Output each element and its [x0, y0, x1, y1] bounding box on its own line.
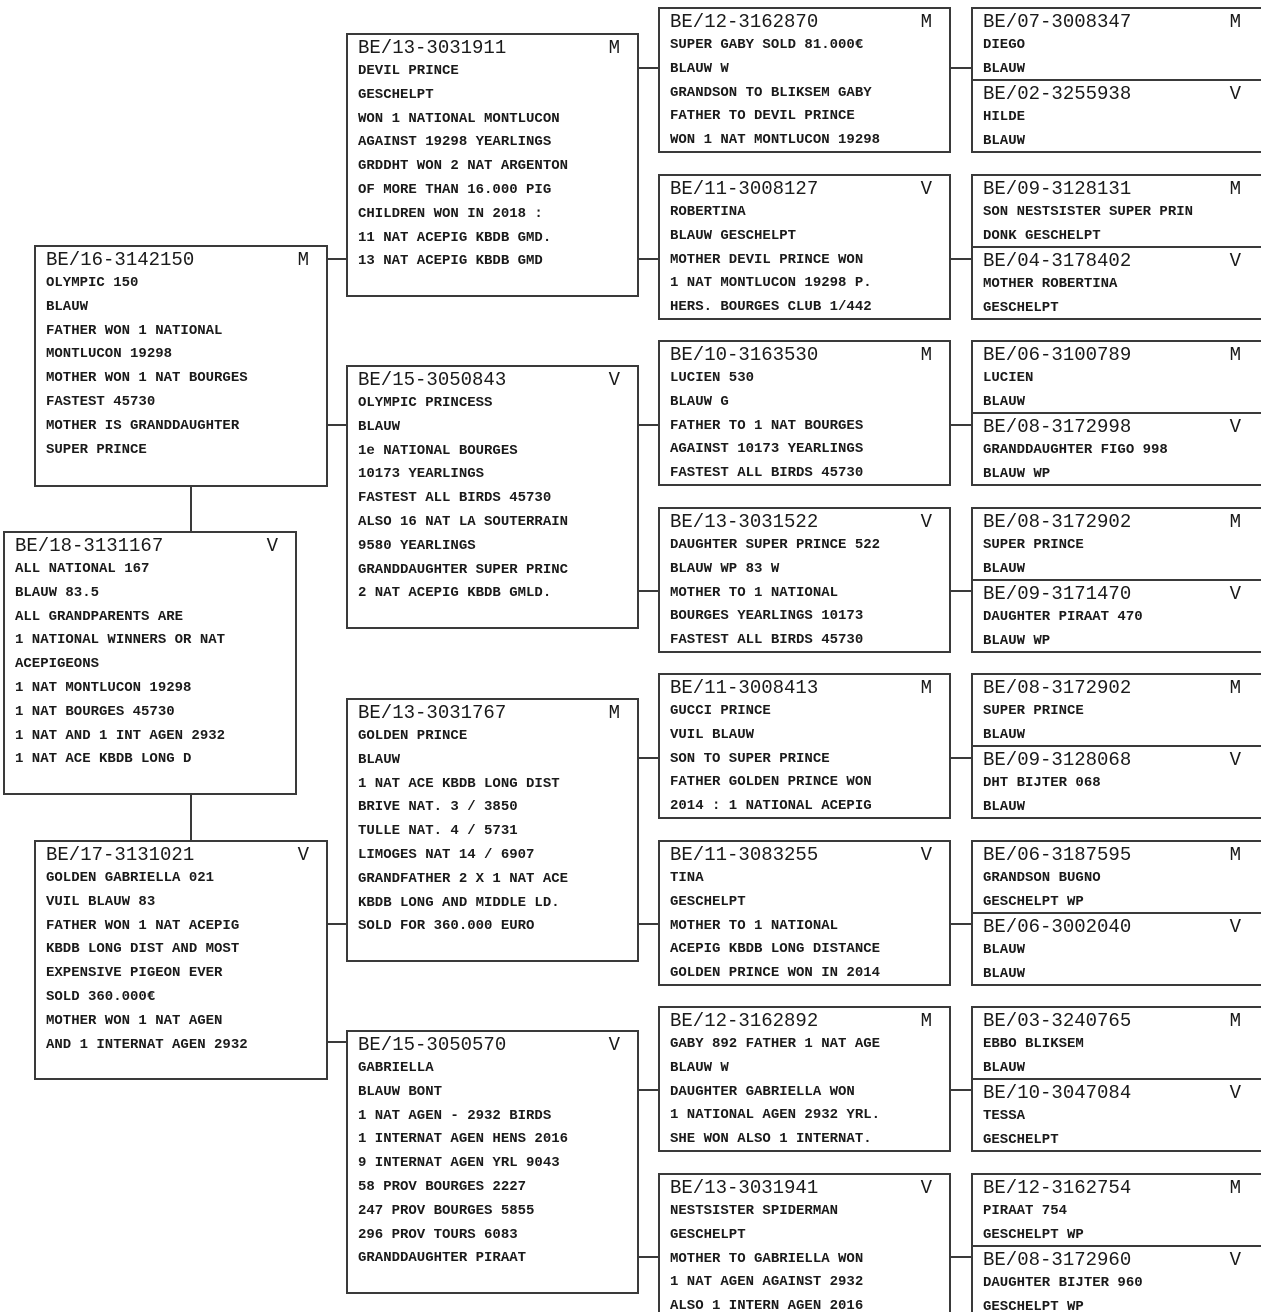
sex-mark: V — [1229, 749, 1241, 771]
info-line: MOTHER IS GRANDDAUGHTER — [46, 417, 240, 434]
info-line: ALSO 1 INTERN AGEN 2016 — [670, 1298, 864, 1312]
ring-number: BE/15-3050843 — [358, 369, 507, 391]
info-line: GESCHELPT WP — [983, 1226, 1084, 1243]
connector-gen2-gen3 — [637, 757, 659, 759]
sex-mark: V — [920, 178, 932, 200]
ring-number: BE/17-3131021 — [46, 844, 195, 866]
sex-mark: V — [920, 844, 932, 866]
sex-mark: M — [920, 344, 932, 366]
ring-number: BE/08-3172902 — [983, 677, 1132, 699]
ring-number: BE/13-3031522 — [670, 511, 819, 533]
info-line: GESCHELPT WP — [983, 893, 1084, 910]
info-line: SHE WON ALSO 1 INTERNAT. — [670, 1131, 872, 1148]
info-line: BLAUW WP — [983, 632, 1051, 649]
info-line: BLAUW W — [670, 1059, 729, 1076]
ring-number: BE/18-3131167 — [15, 535, 164, 557]
ring-number: BE/09-3128068 — [983, 749, 1132, 771]
ring-number: BE/13-3031941 — [670, 1177, 819, 1199]
ring-number: BE/09-3128131 — [983, 178, 1132, 200]
info-line: FATHER TO DEVIL PRINCE — [670, 108, 855, 125]
info-line: BLAUW 83.5 — [15, 584, 100, 601]
father-card — [34, 245, 328, 487]
ancestor-card — [971, 1078, 1261, 1152]
great-grandparent-card — [658, 1173, 951, 1312]
info-line: PIRAAT 754 — [983, 1203, 1068, 1219]
ring-number: BE/02-3255938 — [983, 83, 1132, 105]
info-line: FASTEST ALL BIRDS 45730 — [358, 490, 552, 507]
info-line: BLAUW G — [670, 393, 729, 410]
connector-mother-gen2 — [326, 1041, 348, 1043]
info-line: AND 1 INTERNAT AGEN 2932 — [46, 1036, 248, 1053]
info-line: LUCIEN 530 — [670, 370, 755, 386]
info-line: 1 NAT ACE KBDB LONG DIST — [358, 775, 560, 792]
sex-mark: M — [1229, 511, 1241, 533]
info-line: 9580 YEARLINGS — [358, 537, 476, 554]
ring-number: BE/12-3162892 — [670, 1010, 819, 1032]
info-line: DEVIL PRINCE — [358, 63, 459, 79]
sex-mark: M — [608, 702, 620, 724]
sex-mark: V — [608, 1034, 620, 1056]
grandparent-card — [346, 33, 639, 297]
info-line: DHT BIJTER 068 — [983, 775, 1101, 791]
ancestor-card — [971, 7, 1261, 81]
great-grandparent-card — [658, 174, 951, 320]
info-line: 1e NATIONAL BOURGES — [358, 442, 518, 459]
info-line: SUPER PRINCE — [983, 703, 1084, 719]
ring-number: BE/09-3171470 — [983, 583, 1132, 605]
info-line: KBDB LONG AND MIDDLE LD. — [358, 894, 560, 911]
connector-gen2-gen3 — [637, 1256, 659, 1258]
info-line: GOLDEN PRINCE — [358, 728, 468, 744]
info-line: ALL NATIONAL 167 — [15, 561, 150, 577]
info-line: BLAUW — [46, 298, 89, 315]
info-line: BLAUW — [983, 560, 1026, 577]
connector-gen2-gen3 — [637, 258, 659, 260]
ring-number: BE/08-3172998 — [983, 416, 1132, 438]
ancestor-card — [971, 579, 1261, 653]
info-line: ALSO 16 NAT LA SOUTERRAIN — [358, 513, 569, 530]
info-line: GOLDEN PRINCE WON IN 2014 — [670, 965, 881, 982]
info-line: 13 NAT ACEPIG KBDB GMD — [358, 253, 543, 270]
info-line: TULLE NAT. 4 / 5731 — [358, 823, 518, 840]
sex-mark: M — [1229, 11, 1241, 33]
ring-number: BE/13-3031767 — [358, 702, 507, 724]
ring-number: BE/03-3240765 — [983, 1010, 1132, 1032]
subject-card — [3, 531, 297, 795]
connector-gen3-gen4 — [950, 590, 972, 592]
sex-mark: M — [297, 249, 309, 271]
info-line: BLAUW — [983, 798, 1026, 815]
info-line: BLAUW — [983, 726, 1026, 743]
info-line: 1 NAT AND 1 INT AGEN 2932 — [15, 727, 226, 744]
info-line: 1 NAT ACE KBDB LONG D — [15, 751, 192, 768]
info-line: BLAUW W — [670, 60, 729, 77]
info-line: 1 NATIONAL AGEN 2932 YRL. — [670, 1107, 881, 1124]
ring-number: BE/06-3187595 — [983, 844, 1132, 866]
sex-mark: V — [1229, 1082, 1241, 1104]
info-line: GESCHELPT WP — [983, 1298, 1084, 1312]
sex-mark: M — [1229, 844, 1241, 866]
ring-number: BE/06-3002040 — [983, 916, 1132, 938]
info-line: GRANDFATHER 2 X 1 NAT ACE — [358, 870, 569, 887]
ring-number: BE/11-3008413 — [670, 677, 819, 699]
info-line: TESSA — [983, 1108, 1026, 1124]
connector-gen2-gen3 — [637, 1089, 659, 1091]
connector-subject-father — [190, 485, 192, 533]
ancestor-card — [971, 507, 1261, 581]
ancestor-card — [971, 673, 1261, 747]
info-line: 296 PROV TOURS 6083 — [358, 1226, 518, 1243]
info-line: 1 NAT MONTLUCON 19298 — [15, 679, 192, 696]
info-line: 2 NAT ACEPIG KBDB GMLD. — [358, 585, 552, 602]
great-grandparent-card — [658, 673, 951, 819]
sex-mark: M — [1229, 1177, 1241, 1199]
info-line: GABY 892 FATHER 1 NAT AGE — [670, 1036, 881, 1052]
info-line: WON 1 NAT MONTLUCON 19298 — [670, 132, 881, 149]
connector-gen3-gen4 — [950, 1089, 972, 1091]
connector-mother-gen2 — [326, 923, 348, 925]
info-line: GESCHELPT — [983, 1131, 1059, 1148]
info-line: KBDB LONG DIST AND MOST — [46, 941, 240, 958]
info-line: GUCCI PRINCE — [670, 703, 771, 719]
ancestor-card — [971, 246, 1261, 320]
info-line: NESTSISTER SPIDERMAN — [670, 1203, 839, 1219]
info-line: OLYMPIC PRINCESS — [358, 395, 493, 411]
info-line: DAUGHTER SUPER PRINCE 522 — [670, 537, 881, 553]
info-line: GRDDHT WON 2 NAT ARGENTON — [358, 158, 569, 175]
ancestor-card — [971, 79, 1261, 153]
info-line: AGAINST 19298 YEARLINGS — [358, 134, 552, 151]
info-line: MOTHER ROBERTINA — [983, 276, 1118, 292]
ancestor-card — [971, 1006, 1261, 1080]
ring-number: BE/10-3163530 — [670, 344, 819, 366]
info-line: 9 INTERNAT AGEN YRL 9043 — [358, 1155, 560, 1172]
ring-number: BE/10-3047084 — [983, 1082, 1132, 1104]
info-line: BLAUW — [358, 751, 401, 768]
great-grandparent-card — [658, 340, 951, 486]
ring-number: BE/08-3172960 — [983, 1249, 1132, 1271]
sex-mark: V — [1229, 916, 1241, 938]
info-line: FATHER WON 1 NATIONAL — [46, 322, 223, 339]
info-line: GESCHELPT — [670, 893, 746, 910]
sex-mark: V — [1229, 583, 1241, 605]
ring-number: BE/08-3172902 — [983, 511, 1132, 533]
info-line: FASTEST 45730 — [46, 393, 156, 410]
info-line: BLAUW — [983, 393, 1026, 410]
ring-number: BE/04-3178402 — [983, 250, 1132, 272]
sex-mark: M — [920, 1010, 932, 1032]
info-line: GOLDEN GABRIELLA 021 — [46, 870, 215, 886]
info-line: GRANDDAUGHTER FIGO 998 — [983, 442, 1168, 458]
info-line: 1 NAT MONTLUCON 19298 P. — [670, 275, 872, 292]
info-line: BLAUW GESCHELPT — [670, 227, 797, 244]
info-line: SON TO SUPER PRINCE — [670, 750, 830, 767]
info-line: 1 NAT BOURGES 45730 — [15, 703, 175, 720]
ring-number: BE/06-3100789 — [983, 344, 1132, 366]
info-line: SON NESTSISTER SUPER PRIN — [983, 204, 1194, 220]
ancestor-card — [971, 412, 1261, 486]
info-line: CHILDREN WON IN 2018 : — [358, 205, 543, 222]
info-line: BLAUW — [983, 965, 1026, 982]
ring-number: BE/16-3142150 — [46, 249, 195, 271]
info-line: BLAUW — [358, 418, 401, 435]
connector-gen3-gen4 — [950, 258, 972, 260]
ring-number: BE/11-3008127 — [670, 178, 819, 200]
info-line: BRIVE NAT. 3 / 3850 — [358, 799, 518, 816]
info-line: ROBERTINA — [670, 204, 746, 220]
info-line: 58 PROV BOURGES 2227 — [358, 1178, 527, 1195]
info-line: HERS. BOURGES CLUB 1/442 — [670, 299, 872, 316]
sex-mark: M — [1229, 1010, 1241, 1032]
connector-gen3-gen4 — [950, 424, 972, 426]
connector-gen2-gen3 — [637, 923, 659, 925]
sex-mark: V — [1229, 1249, 1241, 1271]
great-grandparent-card — [658, 1006, 951, 1152]
sex-mark: V — [1229, 250, 1241, 272]
sex-mark: V — [920, 511, 932, 533]
info-line: FATHER GOLDEN PRINCE WON — [670, 774, 872, 791]
ring-number: BE/07-3008347 — [983, 11, 1132, 33]
ring-number: BE/12-3162870 — [670, 11, 819, 33]
great-grandparent-card — [658, 507, 951, 653]
info-line: BLAUW BONT — [358, 1083, 443, 1100]
great-grandparent-card — [658, 840, 951, 986]
info-line: MOTHER TO 1 NATIONAL — [670, 917, 839, 934]
info-line: WON 1 NATIONAL MONTLUCON — [358, 110, 560, 127]
info-line: SOLD 360.000€ — [46, 988, 156, 1005]
info-line: SUPER GABY SOLD 81.000€ — [670, 37, 864, 53]
ring-number: BE/13-3031911 — [358, 37, 507, 59]
sex-mark: V — [1229, 416, 1241, 438]
info-line: AGAINST 10173 YEARLINGS — [670, 441, 864, 458]
info-line: 10173 YEARLINGS — [358, 466, 485, 483]
info-line: 2014 : 1 NATIONAL ACEPIG — [670, 798, 872, 815]
mother-card — [34, 840, 328, 1080]
grandparent-card — [346, 698, 639, 962]
sex-mark: M — [1229, 344, 1241, 366]
info-line: GESCHELPT — [358, 86, 434, 103]
info-line: GRANDDAUGHTER PIRAAT — [358, 1250, 527, 1267]
sex-mark: M — [1229, 178, 1241, 200]
ancestor-card — [971, 174, 1261, 248]
info-line: OLYMPIC 150 — [46, 275, 139, 291]
info-line: MOTHER TO GABRIELLA WON — [670, 1250, 864, 1267]
info-line: GABRIELLA — [358, 1060, 434, 1076]
info-line: DAUGHTER GABRIELLA WON — [670, 1083, 855, 1100]
info-line: BOURGES YEARLINGS 10173 — [670, 608, 864, 625]
sex-mark: M — [1229, 677, 1241, 699]
sex-mark: M — [920, 11, 932, 33]
info-line: 11 NAT ACEPIG KBDB GMD. — [358, 229, 552, 246]
info-line: GRANDSON TO BLIKSEM GABY — [670, 84, 872, 101]
info-line: HILDE — [983, 109, 1026, 125]
ancestor-card — [971, 745, 1261, 819]
info-line: BLAUW — [983, 60, 1026, 77]
info-line: 1 NATIONAL WINNERS OR NAT — [15, 632, 226, 649]
info-line: BLAUW WP 83 W — [670, 560, 780, 577]
info-line: OF MORE THAN 16.000 PIG — [358, 181, 552, 198]
connector-gen2-gen3 — [637, 424, 659, 426]
info-line: FASTEST ALL BIRDS 45730 — [670, 465, 864, 482]
grandparent-card — [346, 365, 639, 629]
info-line: MOTHER DEVIL PRINCE WON — [670, 251, 864, 268]
info-line: ACEPIGEONS — [15, 656, 100, 673]
ancestor-card — [971, 912, 1261, 986]
connector-gen2-gen3 — [637, 67, 659, 69]
info-line: 247 PROV BOURGES 5855 — [358, 1202, 535, 1219]
sex-mark: V — [266, 535, 278, 557]
info-line: MOTHER WON 1 NAT BOURGES — [46, 370, 248, 387]
ancestor-card — [971, 340, 1261, 414]
info-line: BLAUW — [983, 132, 1026, 149]
info-line: FASTEST ALL BIRDS 45730 — [670, 632, 864, 649]
sex-mark: M — [920, 677, 932, 699]
ring-number: BE/15-3050570 — [358, 1034, 507, 1056]
info-line: SUPER PRINCE — [46, 441, 147, 458]
info-line: SOLD FOR 360.000 EURO — [358, 918, 535, 935]
info-line: MOTHER WON 1 NAT AGEN — [46, 1012, 223, 1029]
connector-father-gen2 — [326, 424, 348, 426]
connector-subject-mother — [190, 793, 192, 842]
info-line: BLAUW WP — [983, 465, 1051, 482]
info-line: GRANDDAUGHTER SUPER PRINC — [358, 561, 569, 578]
sex-mark: M — [608, 37, 620, 59]
sex-mark: V — [608, 369, 620, 391]
grandparent-card — [346, 1030, 639, 1294]
info-line: VUIL BLAUW 83 — [46, 893, 156, 910]
info-line: DAUGHTER BIJTER 960 — [983, 1275, 1143, 1291]
ring-number: BE/12-3162754 — [983, 1177, 1132, 1199]
info-line: TINA — [670, 870, 704, 886]
info-line: ALL GRANDPARENTS ARE — [15, 608, 184, 625]
info-line: LUCIEN — [983, 370, 1034, 386]
info-line: EBBO BLIKSEM — [983, 1036, 1084, 1052]
info-line: 1 INTERNAT AGEN HENS 2016 — [358, 1131, 569, 1148]
info-line: MOTHER TO 1 NATIONAL — [670, 584, 839, 601]
info-line: ACEPIG KBDB LONG DISTANCE — [670, 941, 881, 958]
ancestor-card — [971, 1245, 1261, 1312]
connector-gen3-gen4 — [950, 923, 972, 925]
info-line: FATHER WON 1 NAT ACEPIG — [46, 917, 240, 934]
info-line: 1 NAT AGEN AGAINST 2932 — [670, 1274, 864, 1291]
info-line: GRANDSON BUGNO — [983, 870, 1101, 886]
info-line: MONTLUCON 19298 — [46, 346, 173, 363]
info-line: GESCHELPT — [670, 1226, 746, 1243]
connector-father-gen2 — [326, 258, 348, 260]
info-line: EXPENSIVE PIGEON EVER — [46, 965, 223, 982]
sex-mark: V — [1229, 83, 1241, 105]
ancestor-card — [971, 1173, 1261, 1247]
info-line: DIEGO — [983, 37, 1026, 53]
sex-mark: V — [297, 844, 309, 866]
great-grandparent-card — [658, 7, 951, 153]
sex-mark: V — [920, 1177, 932, 1199]
info-line: SUPER PRINCE — [983, 537, 1084, 553]
info-line: GESCHELPT — [983, 299, 1059, 316]
ancestor-card — [971, 840, 1261, 914]
connector-gen2-gen3 — [637, 590, 659, 592]
info-line: LIMOGES NAT 14 / 6907 — [358, 846, 535, 863]
info-line: BLAUW — [983, 1059, 1026, 1076]
info-line: BLAUW — [983, 942, 1026, 958]
ring-number: BE/11-3083255 — [670, 844, 819, 866]
connector-gen3-gen4 — [950, 757, 972, 759]
info-line: 1 NAT AGEN - 2932 BIRDS — [358, 1107, 552, 1124]
connector-gen3-gen4 — [950, 1256, 972, 1258]
info-line: DONK GESCHELPT — [983, 227, 1101, 244]
info-line: VUIL BLAUW — [670, 726, 755, 743]
connector-gen3-gen4 — [950, 67, 972, 69]
info-line: FATHER TO 1 NAT BOURGES — [670, 417, 864, 434]
info-line: DAUGHTER PIRAAT 470 — [983, 609, 1143, 625]
